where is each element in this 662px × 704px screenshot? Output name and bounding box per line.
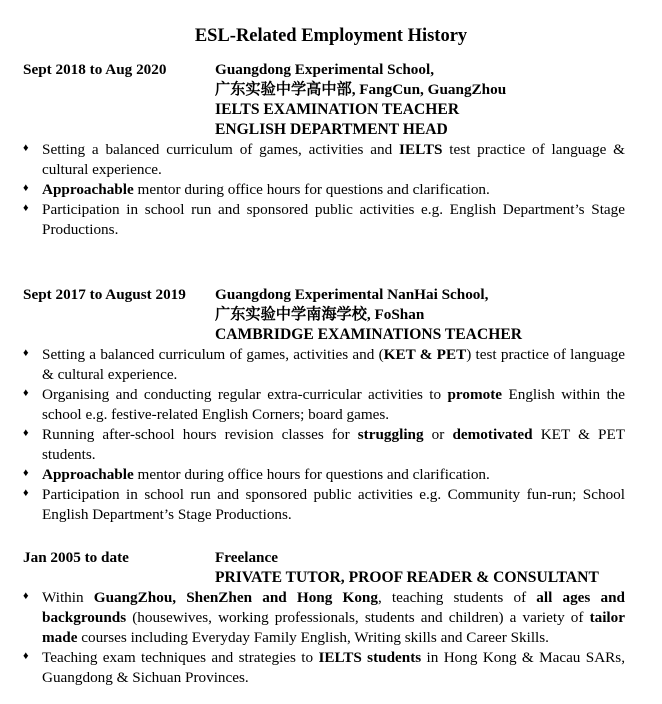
employer-name: Guangdong Experimental School, bbox=[215, 61, 434, 78]
body-text: Organising and conducting regular extra-curricular activities to bbox=[42, 386, 448, 403]
body-text: mentor during office hours for questions and clarification. bbox=[133, 181, 490, 198]
emphasis-text: demotivated bbox=[452, 426, 533, 443]
list-item bbox=[0, 465, 662, 485]
job-entry-2 bbox=[0, 285, 662, 525]
emphasis-text: Approachable bbox=[42, 181, 134, 198]
employer-location: 广东实验中学南海学校, FoShan bbox=[215, 306, 425, 323]
employer-name: Freelance bbox=[215, 549, 278, 566]
document-title: ESL-Related Employment History bbox=[194, 26, 468, 46]
job-date: Jan 2005 to date bbox=[23, 549, 129, 566]
list-item bbox=[0, 345, 662, 385]
job-role-secondary: ENGLISH DEPARTMENT HEAD bbox=[215, 121, 448, 138]
job-header bbox=[0, 285, 662, 305]
job-entry-3 bbox=[0, 548, 662, 688]
emphasis-text: all ages and backgrounds bbox=[42, 589, 625, 626]
emphasis-text: GuangZhou, ShenZhen and Hong Kong bbox=[93, 589, 378, 606]
diamond-bullet-icon: ♦ bbox=[23, 202, 29, 214]
body-text: (housewives, working professionals, students and children) a variety of bbox=[126, 609, 590, 626]
diamond-bullet-icon: ♦ bbox=[23, 387, 29, 399]
emphasis-text: promote bbox=[447, 386, 503, 403]
job-date: Sept 2018 to Aug 2020 bbox=[23, 61, 167, 78]
diamond-bullet-icon: ♦ bbox=[23, 347, 29, 359]
body-text: English within the school e.g. festive-related English Corners; board games. bbox=[42, 386, 626, 423]
employer-location: 广东实验中学高中部, FangCun, GuangZhou bbox=[215, 81, 507, 98]
job-duties-list bbox=[0, 140, 662, 240]
job-duties-list bbox=[0, 345, 662, 525]
body-text: mentor during office hours for questions and clarification. bbox=[133, 466, 490, 483]
diamond-bullet-icon: ♦ bbox=[23, 142, 29, 154]
body-text: Setting a balanced curriculum of games, activities and ( bbox=[42, 346, 384, 363]
job-role: PRIVATE TUTOR, PROOF READER & CONSULTANT bbox=[215, 569, 599, 586]
diamond-bullet-icon: ♦ bbox=[23, 427, 29, 439]
diamond-bullet-icon: ♦ bbox=[23, 650, 29, 662]
body-text: test practice of language & cultural experience. bbox=[42, 141, 625, 178]
diamond-bullet-icon: ♦ bbox=[23, 487, 29, 499]
body-text: ) test practice of language & cultural experience. bbox=[42, 346, 625, 383]
body-text: Running after-school hours revision classes for bbox=[42, 426, 358, 443]
list-item bbox=[0, 180, 662, 200]
job-role: CAMBRIDGE EXAMINATIONS TEACHER bbox=[215, 326, 523, 343]
list-item bbox=[0, 485, 662, 525]
body-text: courses including Everyday Family English, Writing skills and Career Skills. bbox=[77, 629, 549, 646]
emphasis-text: IELTS students bbox=[318, 649, 422, 666]
job-date: Sept 2017 to August 2019 bbox=[23, 286, 186, 303]
job-role: IELTS EXAMINATION TEACHER bbox=[215, 101, 460, 118]
body-text: KET & PET students. bbox=[42, 426, 625, 463]
job-header bbox=[0, 60, 662, 80]
diamond-bullet-icon: ♦ bbox=[23, 182, 29, 194]
body-text: in Hong Kong & Macau SARs, Guangdong & Sichuan Provinces. bbox=[42, 649, 625, 686]
body-text: Participation in school run and sponsored public activities e.g. Community fun-run; School English Department’s Stage Productions. bbox=[42, 486, 625, 523]
diamond-bullet-icon: ♦ bbox=[23, 590, 29, 602]
list-item bbox=[0, 200, 662, 240]
emphasis-text: struggling bbox=[357, 426, 424, 443]
job-duties-list bbox=[0, 588, 662, 688]
body-text: Participation in school run and sponsored public activities e.g. English Department’s Stage Productions. bbox=[42, 201, 625, 238]
body-text: Setting a balanced curriculum of games, activities and bbox=[42, 141, 400, 158]
employer-name: Guangdong Experimental NanHai School, bbox=[215, 286, 489, 303]
diamond-bullet-icon: ♦ bbox=[23, 467, 29, 479]
emphasis-text: KET & PET bbox=[383, 346, 467, 363]
list-item bbox=[0, 588, 662, 648]
body-text: Within bbox=[42, 589, 94, 606]
emphasis-text: IELTS bbox=[399, 141, 443, 158]
emphasis-text: Approachable bbox=[42, 466, 134, 483]
job-entry-1 bbox=[0, 60, 662, 240]
body-text: or bbox=[423, 426, 453, 443]
list-item bbox=[0, 425, 662, 465]
list-item bbox=[0, 385, 662, 425]
body-text: Teaching exam techniques and strategies to bbox=[42, 649, 319, 666]
body-text: , teaching students of bbox=[377, 589, 537, 606]
job-header bbox=[0, 548, 662, 568]
list-item bbox=[0, 648, 662, 688]
list-item bbox=[0, 140, 662, 180]
emphasis-text: tailor made bbox=[42, 609, 625, 646]
